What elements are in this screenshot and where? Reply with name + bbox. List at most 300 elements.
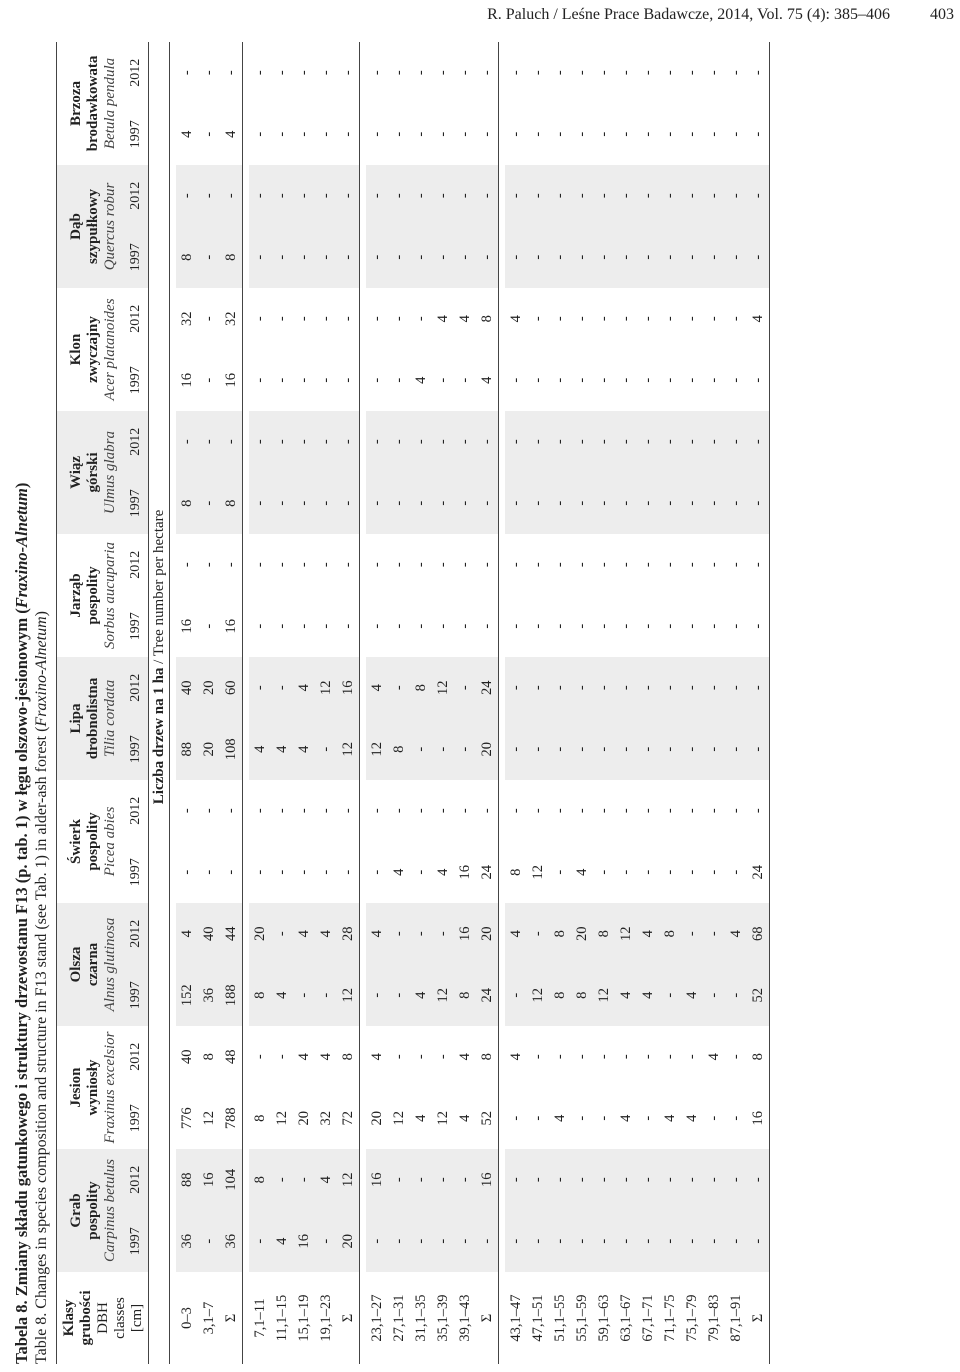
value-cell: - (725, 165, 747, 227)
table-row (725, 42, 747, 1364)
value-cell: - (662, 1054, 678, 1060)
value-cell: 4 (413, 1114, 429, 1122)
value-cell: 24 (476, 657, 499, 719)
value-cell: - (505, 965, 527, 1027)
value-cell: 188 (220, 965, 243, 1027)
value-cell: - (318, 623, 334, 629)
value-cell: - (725, 718, 747, 780)
value-cell: - (640, 70, 656, 76)
value-cell: - (703, 903, 725, 965)
dbh-class-label: 47,1–51 (530, 1294, 546, 1342)
value-cell: - (508, 808, 524, 814)
value-cell: - (552, 70, 568, 76)
value-cell: - (388, 1211, 410, 1273)
species-name-polish: Jarząb (68, 573, 84, 618)
value-cell: 4 (457, 1053, 473, 1061)
value-cell: - (549, 411, 571, 473)
species-name-latin: Betula pendula (102, 57, 118, 150)
year-header: 1997 (121, 1211, 149, 1273)
species-header-row (57, 42, 122, 1364)
year-header: 1997 (121, 965, 149, 1027)
dbh-class-label: 79,1–83 (706, 1294, 722, 1342)
value-cell: - (640, 869, 656, 875)
value-cell: 8 (249, 965, 271, 1027)
value-cell: - (552, 808, 568, 814)
value-cell: - (432, 903, 454, 965)
value-cell: 8 (479, 315, 495, 323)
value-cell: - (747, 472, 770, 534)
species-name-polish: szypułkowy (85, 188, 101, 264)
value-cell: - (508, 131, 524, 137)
value-cell: - (223, 869, 239, 875)
value-cell: 4 (435, 868, 451, 876)
species-name-latin: Ulmus glabra (102, 431, 118, 514)
value-cell: - (684, 869, 700, 875)
table-row (549, 42, 571, 1364)
value-cell: - (684, 377, 700, 383)
species-name-polish: Klon (68, 333, 84, 366)
species-name-polish: Świerk (68, 818, 84, 864)
value-cell: - (681, 472, 703, 534)
value-cell: - (340, 562, 356, 568)
value-cell: 12 (615, 903, 637, 965)
value-cell: - (508, 1115, 524, 1121)
value-cell: - (615, 1149, 637, 1211)
value-cell: - (684, 1054, 700, 1060)
value-cell: - (252, 70, 268, 76)
table-row (615, 42, 637, 1364)
value-cell: - (179, 869, 195, 875)
value-cell: - (296, 377, 312, 383)
table-row (249, 42, 271, 1364)
value-cell: - (179, 562, 195, 568)
year-header: 2012 (128, 796, 143, 825)
year-header: 1997 (128, 120, 143, 149)
value-cell: - (618, 869, 634, 875)
year-header: 1997 (121, 472, 149, 534)
value-cell: - (659, 718, 681, 780)
value-cell: - (369, 623, 385, 629)
value-cell: 4 (637, 903, 659, 965)
value-cell: - (271, 1149, 293, 1211)
value-cell: 12 (337, 718, 360, 780)
value-cell: - (223, 808, 239, 814)
value-cell: - (296, 70, 312, 76)
units-spacer (149, 1272, 170, 1364)
table-row (681, 42, 703, 1364)
value-cell: 16 (457, 864, 473, 880)
value-cell: - (659, 1149, 681, 1211)
value-cell: - (413, 316, 429, 322)
value-cell: - (198, 411, 220, 473)
value-cell: - (750, 808, 766, 814)
value-cell: - (615, 472, 637, 534)
value-cell: 4 (479, 376, 495, 384)
table-row (366, 42, 388, 1364)
value-cell: - (479, 562, 495, 568)
value-cell: 8 (410, 657, 432, 719)
value-cell: - (274, 808, 290, 814)
value-cell: - (725, 657, 747, 719)
value-cell: 68 (747, 903, 770, 965)
value-cell: - (274, 869, 290, 875)
value-cell: - (252, 562, 268, 568)
value-cell: - (479, 131, 495, 137)
value-cell: 16 (223, 372, 239, 388)
value-cell: - (432, 718, 454, 780)
value-cell: - (681, 718, 703, 780)
value-cell: - (662, 562, 678, 568)
value-cell: - (640, 1115, 656, 1121)
value-cell: - (593, 1211, 615, 1273)
value-cell: - (530, 623, 546, 629)
value-cell: 4 (366, 657, 388, 719)
units-label-polish: Liczba drzew na 1 ha (151, 667, 167, 805)
value-cell: 12 (201, 1111, 217, 1126)
value-cell: - (703, 657, 725, 719)
value-cell: - (684, 562, 700, 568)
value-cell: - (457, 808, 473, 814)
value-cell: - (703, 226, 725, 288)
value-cell: 12 (315, 657, 337, 719)
value-cell: 8 (220, 472, 243, 534)
value-cell: - (571, 1149, 593, 1211)
value-cell: - (252, 869, 268, 875)
value-cell: - (249, 411, 271, 473)
species-name-latin: Quercus robur (102, 182, 118, 271)
value-cell: - (201, 316, 217, 322)
value-cell: - (728, 316, 744, 322)
value-cell: - (176, 411, 198, 473)
value-cell: - (369, 70, 385, 76)
table-row (315, 42, 337, 1364)
value-cell: - (410, 411, 432, 473)
value-cell: 44 (220, 903, 243, 965)
value-cell: 16 (750, 1111, 766, 1126)
class-header-line: Klasy (61, 1299, 77, 1337)
value-cell: - (454, 165, 476, 227)
species-header (57, 903, 122, 1026)
value-cell: 8 (549, 965, 571, 1027)
value-cell: - (571, 226, 593, 288)
table-row (410, 42, 432, 1364)
species-name-polish: brodawkowata (85, 55, 101, 152)
value-cell: 8 (549, 903, 571, 965)
value-cell: - (505, 1149, 527, 1211)
value-cell: - (296, 316, 312, 322)
value-cell: - (552, 377, 568, 383)
value-cell: - (223, 70, 239, 76)
value-cell: - (596, 1115, 612, 1121)
value-cell: - (615, 718, 637, 780)
value-cell: - (293, 965, 315, 1027)
value-cell: - (201, 70, 217, 76)
value-cell: - (435, 808, 451, 814)
value-cell: - (293, 165, 315, 227)
species-name-latin: Sorbus aucuparia (102, 541, 118, 650)
value-cell: 152 (176, 965, 198, 1027)
value-cell: 8 (388, 718, 410, 780)
value-cell: - (505, 165, 527, 227)
value-cell: - (640, 562, 656, 568)
value-cell: - (198, 226, 220, 288)
value-cell: - (728, 623, 744, 629)
value-cell: - (596, 808, 612, 814)
value-cell: - (508, 562, 524, 568)
value-cell: - (618, 131, 634, 137)
value-cell: - (271, 903, 293, 965)
dbh-class-label: 3,1–7 (201, 1301, 217, 1335)
value-cell: - (176, 165, 198, 227)
value-cell: - (508, 623, 524, 629)
table-row (505, 42, 527, 1364)
value-cell: - (249, 226, 271, 288)
value-cell: 72 (340, 1111, 356, 1126)
value-cell: 4 (249, 718, 271, 780)
value-cell: - (527, 1149, 549, 1211)
species-header (57, 288, 122, 411)
value-cell: - (574, 131, 590, 137)
value-cell: - (337, 411, 360, 473)
value-cell: 40 (176, 657, 198, 719)
value-cell: - (454, 226, 476, 288)
value-cell: - (366, 965, 388, 1027)
value-cell: - (274, 623, 290, 629)
species-name-polish: czarna (85, 942, 101, 987)
species-header (57, 1026, 122, 1149)
value-cell: - (388, 165, 410, 227)
year-header: 1997 (121, 226, 149, 288)
species-header (57, 657, 122, 780)
species-structure-table (56, 42, 770, 1364)
value-cell: - (388, 1149, 410, 1211)
table-row (293, 42, 315, 1364)
species-name-polish: pospolity (85, 812, 101, 871)
value-cell: 12 (337, 965, 360, 1027)
value-cell: - (725, 226, 747, 288)
value-cell: - (659, 1211, 681, 1273)
value-cell: 16 (454, 903, 476, 965)
value-cell: - (552, 562, 568, 568)
species-name-polish: pospolity (85, 1181, 101, 1240)
value-cell: - (340, 131, 356, 137)
value-cell: - (369, 131, 385, 137)
value-cell: - (574, 70, 590, 76)
value-cell: - (684, 316, 700, 322)
value-cell: - (681, 1149, 703, 1211)
caption-latin-name: Fraxino-Alnetum (33, 616, 50, 727)
value-cell: 40 (179, 1049, 195, 1064)
value-cell: - (596, 70, 612, 76)
value-cell: 8 (508, 868, 524, 876)
value-cell: - (571, 657, 593, 719)
year-header: 1997 (128, 1104, 143, 1133)
value-cell: 16 (179, 618, 195, 634)
value-cell: 36 (198, 965, 220, 1027)
value-cell: - (706, 808, 722, 814)
class-header-line: grubości (78, 1290, 94, 1346)
value-cell: 4 (508, 315, 524, 323)
value-cell: - (198, 165, 220, 227)
value-cell: - (593, 165, 615, 227)
value-cell: - (596, 869, 612, 875)
value-cell: - (681, 1211, 703, 1273)
value-cell: - (505, 226, 527, 288)
dbh-class-label: 0–3 (179, 1307, 195, 1329)
value-cell: - (315, 965, 337, 1027)
value-cell: - (315, 165, 337, 227)
year-header: 1997 (121, 718, 149, 780)
value-cell: - (366, 472, 388, 534)
value-cell: - (750, 70, 766, 76)
value-cell: - (530, 70, 546, 76)
species-name-latin: Picea abies (102, 806, 118, 877)
species-name-polish: Dąb (68, 213, 84, 240)
value-cell: - (527, 1211, 549, 1273)
value-cell: - (659, 965, 681, 1027)
value-cell: 4 (457, 1114, 473, 1122)
value-cell: - (337, 226, 360, 288)
value-cell: 20 (571, 903, 593, 965)
table-row (527, 42, 549, 1364)
value-cell: - (337, 165, 360, 227)
value-cell: - (388, 472, 410, 534)
class-column-header (57, 1272, 149, 1364)
sum-row (476, 42, 499, 1364)
value-cell: - (571, 718, 593, 780)
value-cell: - (410, 165, 432, 227)
value-cell: - (457, 131, 473, 137)
value-cell: - (750, 131, 766, 137)
value-cell: - (366, 411, 388, 473)
dbh-class-label: 31,1–35 (413, 1294, 429, 1342)
value-cell: 8 (593, 903, 615, 965)
value-cell: - (388, 226, 410, 288)
value-cell: - (703, 965, 725, 1027)
value-cell: 4 (505, 903, 527, 965)
year-header: 2012 (128, 58, 143, 87)
year-header: 2012 (121, 657, 149, 719)
value-cell: - (747, 165, 770, 227)
value-cell: - (747, 1149, 770, 1211)
value-cell: - (593, 718, 615, 780)
value-cell: - (571, 472, 593, 534)
value-cell: 8 (249, 1149, 271, 1211)
value-cell: 4 (271, 965, 293, 1027)
value-cell: - (530, 808, 546, 814)
value-cell: - (574, 808, 590, 814)
value-cell: 32 (318, 1111, 334, 1126)
value-cell: - (593, 1149, 615, 1211)
value-cell: - (593, 226, 615, 288)
value-cell: 4 (706, 1053, 722, 1061)
species-header (57, 42, 122, 165)
value-cell: - (618, 377, 634, 383)
value-cell: - (615, 411, 637, 473)
value-cell: - (615, 226, 637, 288)
value-cell: - (476, 165, 499, 227)
value-cell: - (271, 226, 293, 288)
value-cell: - (340, 623, 356, 629)
table-row (198, 42, 220, 1364)
value-cell: - (725, 411, 747, 473)
units-label (149, 42, 170, 1272)
value-cell: - (640, 1054, 656, 1060)
value-cell: - (340, 808, 356, 814)
value-cell: - (574, 377, 590, 383)
caption-latin-name: Fraxino-Alnetum (12, 488, 31, 609)
value-cell: - (318, 808, 334, 814)
year-header: 2012 (121, 165, 149, 227)
value-cell: - (527, 226, 549, 288)
units-row (149, 42, 170, 1364)
value-cell: - (593, 472, 615, 534)
year-header: 2012 (128, 550, 143, 579)
value-cell: - (413, 131, 429, 137)
value-cell: - (293, 411, 315, 473)
species-name-latin: Fraxinus excelsior (102, 1031, 118, 1144)
value-cell: - (435, 131, 451, 137)
value-cell: - (198, 1211, 220, 1273)
value-cell: 8 (454, 965, 476, 1027)
value-cell: - (593, 657, 615, 719)
value-cell: 4 (413, 376, 429, 384)
value-cell: 24 (479, 864, 495, 880)
value-cell: - (369, 316, 385, 322)
value-cell: - (435, 377, 451, 383)
value-cell: - (637, 718, 659, 780)
table-row (388, 42, 410, 1364)
value-cell: - (530, 377, 546, 383)
sum-label: Σ (750, 1313, 766, 1323)
value-cell: 16 (198, 1149, 220, 1211)
value-cell: 12 (391, 1111, 407, 1126)
value-cell: 4 (315, 1149, 337, 1211)
value-cell: 8 (220, 226, 243, 288)
value-cell: - (391, 377, 407, 383)
value-cell: - (369, 808, 385, 814)
value-cell: - (296, 562, 312, 568)
value-cell: - (684, 131, 700, 137)
value-cell: 4 (574, 868, 590, 876)
value-cell: - (725, 1211, 747, 1273)
value-cell: - (684, 623, 700, 629)
value-cell: 104 (220, 1149, 243, 1211)
species-header (57, 411, 122, 534)
value-cell: - (318, 377, 334, 383)
value-cell: - (659, 226, 681, 288)
value-cell: - (637, 1149, 659, 1211)
value-cell: - (296, 623, 312, 629)
value-cell: - (315, 1211, 337, 1273)
value-cell: - (391, 70, 407, 76)
table-row (271, 42, 293, 1364)
value-cell: - (410, 718, 432, 780)
value-cell: - (637, 657, 659, 719)
value-cell: - (662, 377, 678, 383)
journal-citation: R. Paluch / Leśne Prace Badawcze, 2014, Vol. 75 (4): 385–406 (487, 6, 890, 23)
value-cell: - (725, 1149, 747, 1211)
value-cell: - (249, 657, 271, 719)
value-cell: - (728, 1115, 744, 1121)
value-cell: - (274, 70, 290, 76)
value-cell: - (637, 1211, 659, 1273)
value-cell: 4 (366, 903, 388, 965)
value-cell: - (593, 411, 615, 473)
value-cell: - (640, 316, 656, 322)
value-cell: - (747, 718, 770, 780)
value-cell: - (706, 623, 722, 629)
